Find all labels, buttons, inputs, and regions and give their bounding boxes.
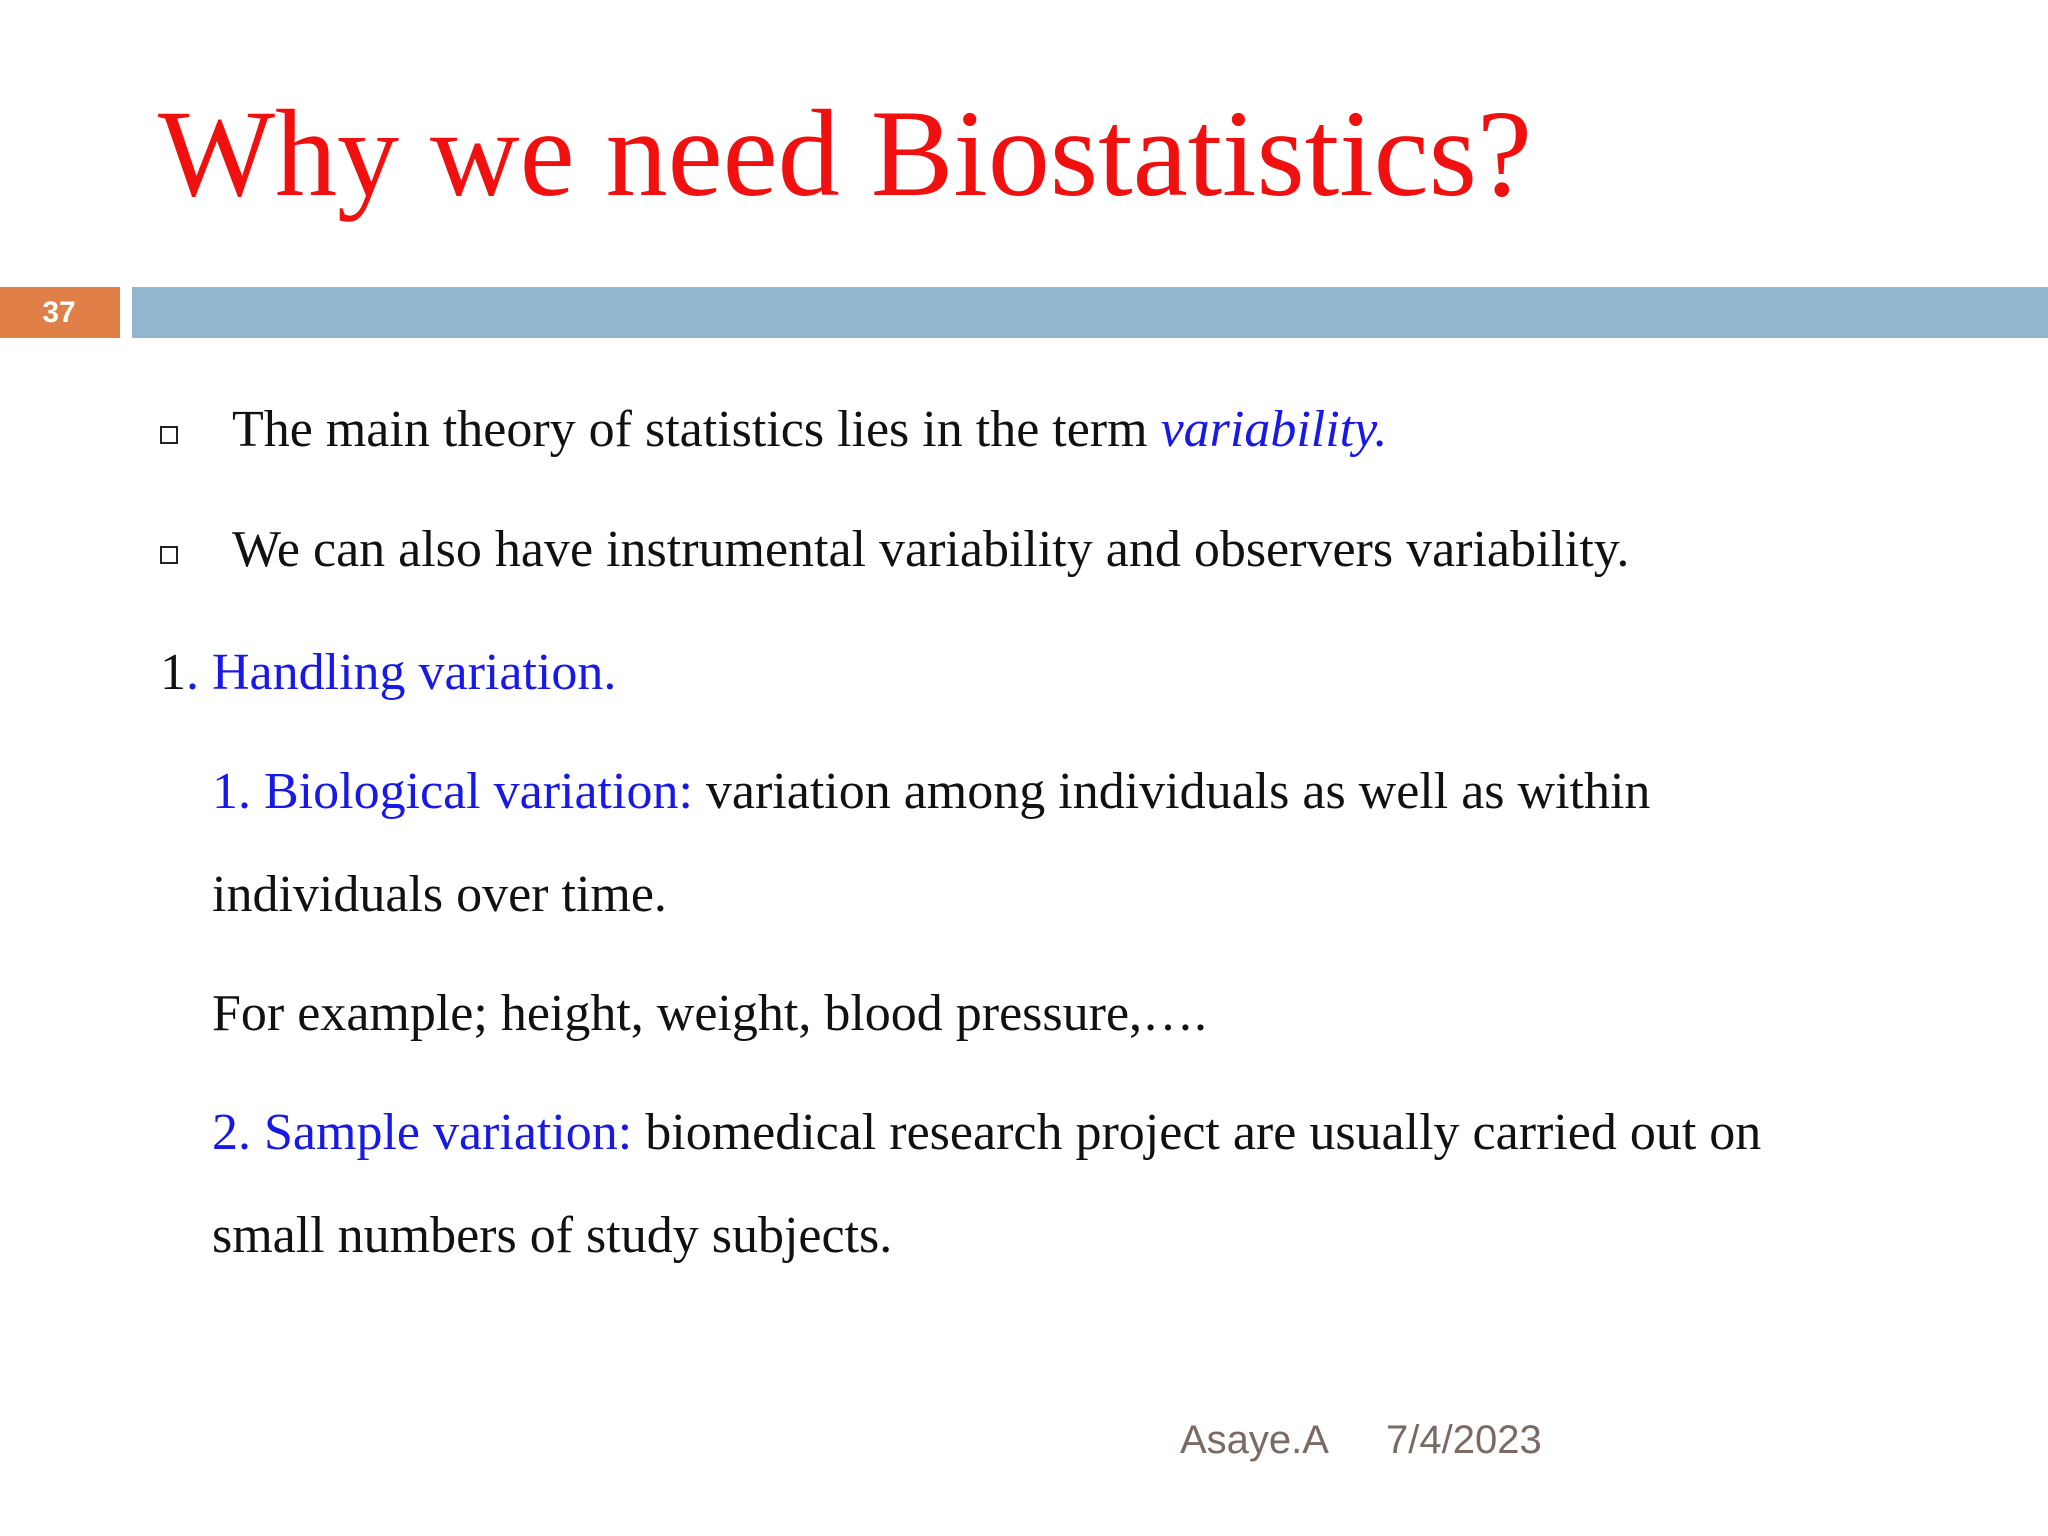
slide-number: 37 <box>0 287 120 338</box>
square-bullet-icon <box>160 546 178 564</box>
header-bar <box>132 287 2048 338</box>
footer-author: Asaye.A <box>1180 1418 1329 1462</box>
biological-variation-example: For example; height, weight, blood pressure,…. <box>212 985 1208 1042</box>
biological-variation-label: 1. Biological variation: <box>212 763 693 820</box>
biological-variation-line2: individuals over time. <box>212 866 667 923</box>
biological-variation-text: variation among individuals as well as within <box>692 763 1651 820</box>
bullet-text: We can also have instrumental variability and observers variability. <box>232 521 1630 578</box>
sample-variation-text: biomedical research project are usually carried out on <box>632 1104 1762 1161</box>
numbered-heading <box>160 644 617 701</box>
square-bullet-icon <box>160 426 178 444</box>
sample-variation-label: 2. Sample variation: <box>212 1104 633 1161</box>
bullet-item-variability <box>232 401 1388 458</box>
slide-title: Why we need Biostatistics? <box>158 85 1532 222</box>
bullet-text: The main theory of statistics lies in the term <box>232 401 1161 458</box>
footer-date: 7/4/2023 <box>1386 1418 1542 1462</box>
sample-variation-line1 <box>212 1104 1762 1161</box>
sample-variation-line2: small numbers of study subjects. <box>212 1207 893 1264</box>
bullet-highlight: variability. <box>1160 401 1388 458</box>
bullet-item-instrumental <box>232 521 1630 578</box>
heading-number: 1 <box>160 644 186 701</box>
biological-variation-line1 <box>212 763 1651 820</box>
heading-text: . Handling variation. <box>186 644 617 701</box>
